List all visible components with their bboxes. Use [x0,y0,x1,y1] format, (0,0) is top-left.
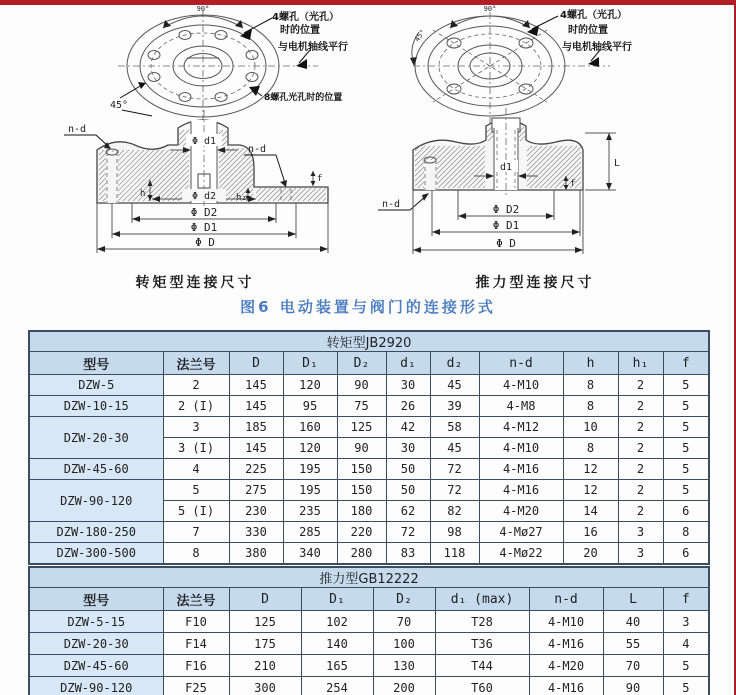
table-cell: 4-M20 [479,501,563,522]
table-cell: 5 [663,459,709,480]
table-row [29,655,709,677]
table-cell: 98 [430,522,479,543]
table-cell: 4 [663,633,709,655]
table-cell: 2 [618,459,663,480]
table-cell: 5 [663,480,709,501]
table-cell: DZW-5 [29,375,163,396]
table-cell: 3 [663,611,709,633]
note-parallel-axis: 与电机轴线平行 [278,42,348,53]
column-header: L [603,588,663,611]
table-cell: 230 [229,501,283,522]
table-cell: 5 [663,396,709,417]
table-cell: 26 [386,396,430,417]
thrust-table [28,566,710,695]
table-cell: 145 [229,438,283,459]
torque-table [28,330,710,565]
table-cell: 4-Mø27 [479,522,563,543]
torque-flange-top-view [110,5,348,126]
table-cell: 145 [229,375,283,396]
table-cell: 5 [663,417,709,438]
table-cell: 8 [563,396,618,417]
table-cell: 3 (I) [163,438,229,459]
table-row [29,459,709,480]
table-cell: 2 (I) [163,396,229,417]
table-cell: 10 [563,417,618,438]
angle-90-label: 90° [483,5,497,13]
table-cell: 4-Mø22 [479,543,563,565]
dim-h: h [140,189,146,199]
column-header: f [663,352,709,375]
table-row [29,522,709,543]
table-cell: 185 [229,417,283,438]
table-cell: 125 [337,417,386,438]
table-row [29,611,709,633]
column-header: n-d [479,352,563,375]
angle-90-label: 90° [196,5,210,13]
column-header: 型号 [29,352,163,375]
table-cell: 20 [563,543,618,565]
table-cell: 140 [301,633,373,655]
table-cell: 45 [430,375,479,396]
note-4holes-line2: 时的位置 [280,25,320,36]
table-cell: 6 [663,543,709,565]
table-cell: 4-M10 [479,375,563,396]
table-cell: 70 [603,655,663,677]
table-cell: 50 [386,459,430,480]
dim-f: f [317,174,323,184]
table-cell: 83 [386,543,430,565]
table-cell: 130 [373,655,435,677]
table-cell: 4-M16 [479,459,563,480]
table-cell: 165 [301,655,373,677]
table-cell: 300 [229,677,301,695]
table-cell: 8 [663,522,709,543]
table-cell: 82 [430,501,479,522]
dim-nd: n-d [382,199,401,210]
table-cell: 6 [663,501,709,522]
table-row [29,396,709,417]
table-cell: 90 [603,677,663,695]
table-cell: 30 [386,375,430,396]
table-cell: 5 (I) [163,501,229,522]
table-cell: 3 [618,543,663,565]
table-cell: 102 [301,611,373,633]
table-cell: 220 [337,522,386,543]
table-cell: 200 [373,677,435,695]
table-cell: 4 [163,459,229,480]
table-row [29,375,709,396]
dim-D2: Φ D2 [190,206,218,219]
table-cell: 12 [563,459,618,480]
note-8holes: 8螺孔光孔时的位置 [264,93,343,103]
dim-d1: Φ d1 [191,136,217,147]
table-cell: DZW-20-30 [29,633,163,655]
table-cell: 100 [373,633,435,655]
table-cell: F16 [163,655,229,677]
note-4holes-line1: 4螺孔（光孔） [272,12,339,23]
table-cell: 275 [229,480,283,501]
dim-nd-right: n-d [248,144,267,155]
table-cell: 180 [337,501,386,522]
column-header: D [229,588,301,611]
table-row [29,677,709,695]
table-cell: 120 [283,375,337,396]
table-cell: 7 [163,522,229,543]
table-cell: 5 [163,480,229,501]
table-cell: 4-M12 [479,417,563,438]
column-header: n-d [529,588,603,611]
table-cell: 5 [663,438,709,459]
table-cell: 4-M8 [479,396,563,417]
table-cell: DZW-90-120 [29,677,163,695]
table-cell: 40 [603,611,663,633]
table-cell: DZW-10-15 [29,396,163,417]
table-cell: 2 [163,375,229,396]
table-cell: 380 [229,543,283,565]
table-cell: 4-M16 [529,677,603,695]
table-cell: 12 [563,480,618,501]
table-cell: 235 [283,501,337,522]
table-cell: 150 [337,459,386,480]
dim-D1: Φ D1 [190,221,218,234]
table-cell: T36 [435,633,529,655]
column-header: D [229,352,283,375]
table-cell: 8 [163,543,229,565]
torque-flange-section-view [64,110,328,253]
column-header: d₂ [430,352,479,375]
table-cell: 45 [430,438,479,459]
table-cell: 330 [229,522,283,543]
column-header: d₁ [386,352,430,375]
table-cell: F25 [163,677,229,695]
table-cell: 8 [563,375,618,396]
table-cell: 160 [283,417,337,438]
table-cell: T28 [435,611,529,633]
table-cell: 4-M10 [529,611,603,633]
thrust-flange-top-view [410,5,632,124]
table-cell: 62 [386,501,430,522]
torque-diagram-caption: 转矩型连接尺寸 [135,275,255,291]
table-cell: DZW-90-120 [29,480,163,522]
dim-d2: Φ d2 [191,191,217,202]
dim-D: Φ D [496,237,516,250]
engineering-diagrams [0,0,736,270]
table-row [29,633,709,655]
table-cell: 225 [229,459,283,480]
table-cell: F14 [163,633,229,655]
thrust-diagram-caption: 推力型连接尺寸 [475,275,595,291]
table-cell: 39 [430,396,479,417]
table-cell: 3 [618,522,663,543]
table-cell: 90 [337,375,386,396]
table-cell: 2 [618,501,663,522]
note-4holes-line2: 时的位置 [568,25,608,36]
table-cell: T44 [435,655,529,677]
column-header: D₂ [337,352,386,375]
table-cell: 195 [283,480,337,501]
note-4holes-line1: 4螺孔（光孔） [560,10,627,21]
table-cell: 16 [563,522,618,543]
table-cell: 3 [163,417,229,438]
column-header: h [563,352,618,375]
column-header: h₁ [618,352,663,375]
column-header: D₁ [301,588,373,611]
table-cell: DZW-300-500 [29,543,163,565]
column-header: D₂ [373,588,435,611]
table-cell: 150 [337,480,386,501]
column-header: D₁ [283,352,337,375]
table-cell: 30 [386,438,430,459]
column-header: f [663,588,709,611]
table-cell: DZW-180-250 [29,522,163,543]
note-parallel-axis: 与电机轴线平行 [562,42,632,53]
dim-D1: Φ D1 [492,219,520,232]
table-cell: 72 [430,480,479,501]
table-cell: 55 [603,633,663,655]
table-cell: 120 [283,438,337,459]
table-cell: 75 [337,396,386,417]
column-header: 型号 [29,588,163,611]
dim-f: f [570,179,576,189]
table-cell: 175 [229,633,301,655]
table-cell: 72 [386,522,430,543]
table-cell: 72 [430,459,479,480]
table-cell: 58 [430,417,479,438]
column-header: d₁ (max) [435,588,529,611]
figure-caption: 图6 电动装置与阀门的连接形式 [240,298,496,316]
dim-h1: h₁ [236,193,247,203]
table-cell: 280 [337,543,386,565]
table-cell: 5 [663,655,709,677]
table-cell: 42 [386,417,430,438]
table-cell: 4-M20 [529,655,603,677]
table-title: 推力型GB12222 [29,567,709,588]
dim-nd-left: n-d [68,124,87,135]
table-cell: 125 [229,611,301,633]
table-cell: 70 [373,611,435,633]
column-header: 法兰号 [163,588,229,611]
dim-L: L [614,158,621,169]
table-cell: 95 [283,396,337,417]
column-header: 法兰号 [163,352,229,375]
table-cell: 2 [618,417,663,438]
table-cell: T60 [435,677,529,695]
table-row [29,417,709,438]
dim-D: Φ D [195,236,215,249]
table-cell: 90 [337,438,386,459]
table-cell: 2 [618,480,663,501]
angle-45-label: 45° [110,100,129,111]
table-cell: 145 [229,396,283,417]
table-cell: F10 [163,611,229,633]
angle-45-label: 45° [413,28,427,44]
table-cell: 285 [283,522,337,543]
table-row [29,543,709,565]
table-cell: 8 [563,438,618,459]
table-cell: 195 [283,459,337,480]
table-cell: 14 [563,501,618,522]
table-cell: DZW-20-30 [29,417,163,459]
table-cell: 2 [618,375,663,396]
table-cell: DZW-5-15 [29,611,163,633]
table-cell: 4-M16 [479,480,563,501]
dim-D2: Φ D2 [492,203,520,216]
table-cell: 4-M16 [529,633,603,655]
table-cell: 2 [618,438,663,459]
table-cell: 5 [663,375,709,396]
table-cell: 210 [229,655,301,677]
thrust-flange-section-view [378,108,620,254]
table-cell: 340 [283,543,337,565]
table-title: 转矩型JB2920 [29,331,709,352]
table-cell: DZW-45-60 [29,655,163,677]
table-cell: 2 [618,396,663,417]
table-cell: 254 [301,677,373,695]
table-cell: 5 [663,677,709,695]
dim-d1: d1 [499,162,513,173]
table-cell: 118 [430,543,479,565]
table-row [29,480,709,501]
table-cell: 50 [386,480,430,501]
table-cell: 4-M10 [479,438,563,459]
table-cell: DZW-45-60 [29,459,163,480]
